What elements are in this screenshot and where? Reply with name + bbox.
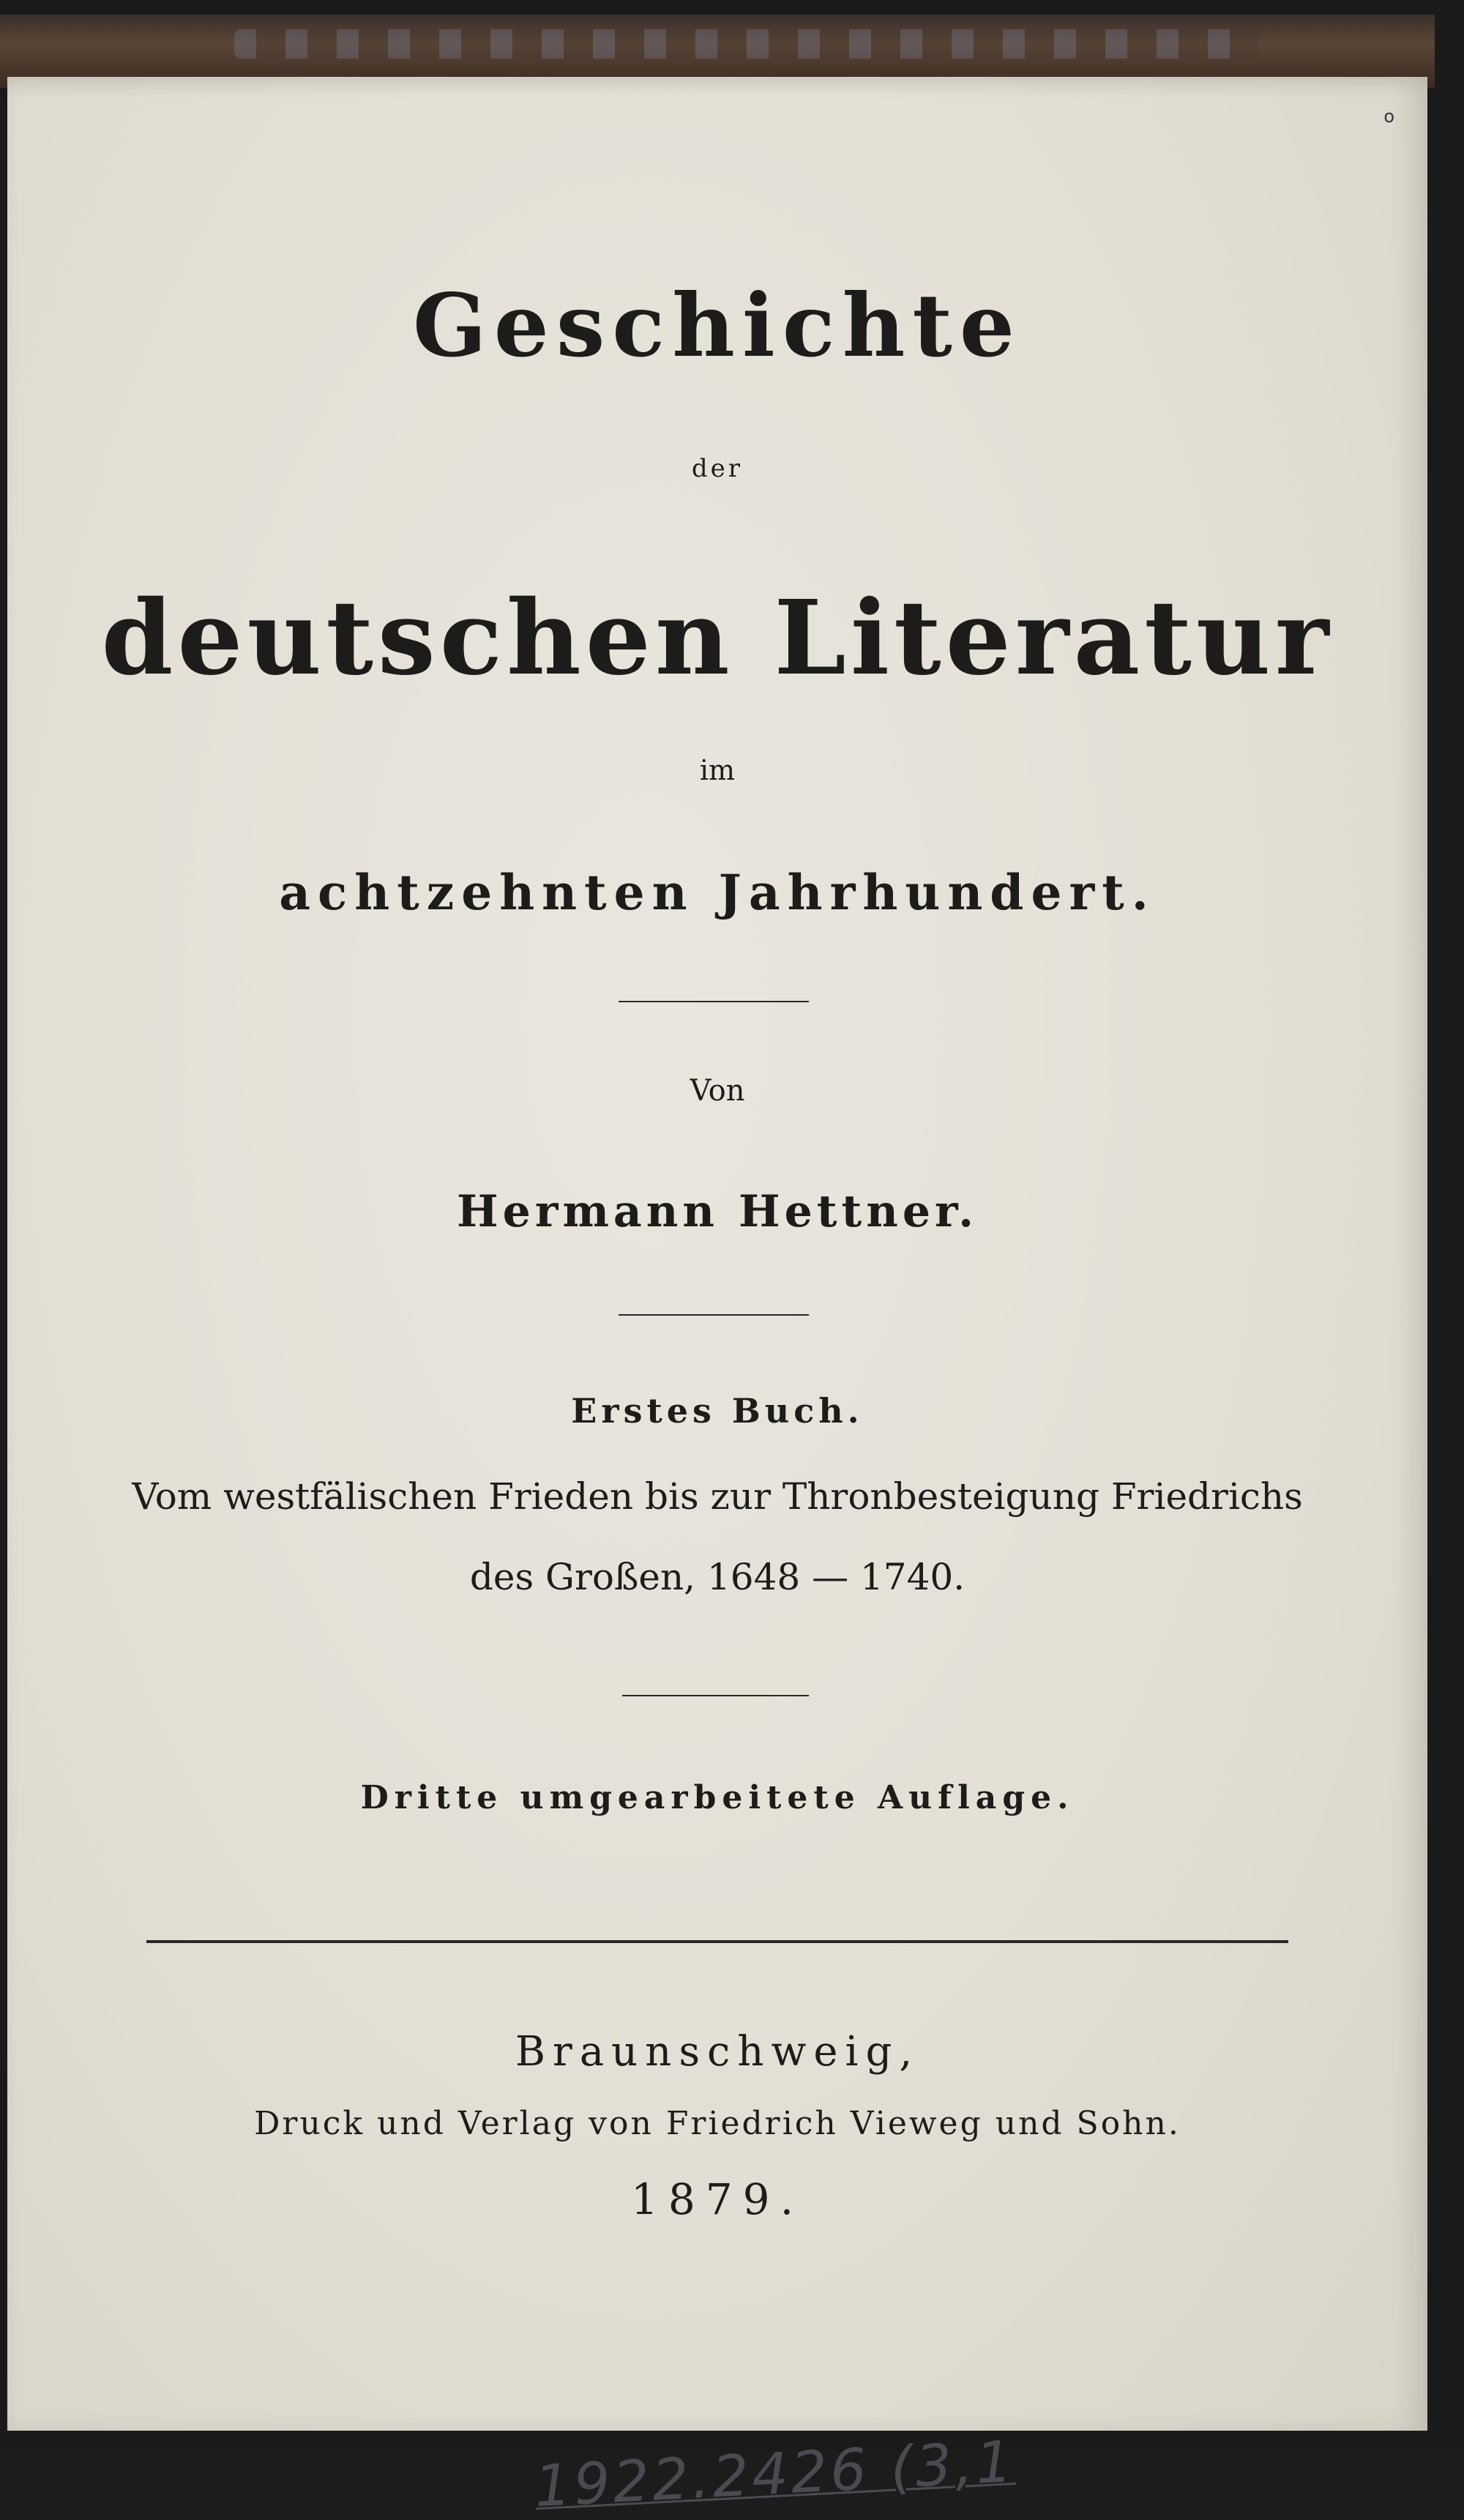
- subtitle-line-1: Vom westfälischen Frieden bis zur Thronbesteigung Friedrichs: [132, 1475, 1303, 1518]
- title-im: im: [699, 754, 736, 786]
- divider-2: [619, 1314, 809, 1316]
- author-name: Hermann Hettner.: [456, 1186, 979, 1237]
- edition-note: Dritte umgearbeitete Auflage.: [360, 1779, 1075, 1816]
- corner-mark: o: [1383, 106, 1394, 127]
- by-label: Von: [690, 1074, 745, 1108]
- title-line-3: achtzehnten Jahrhundert.: [279, 864, 1156, 921]
- title-line-2: deutschen Literatur: [101, 578, 1334, 698]
- divider-4-long: [146, 1940, 1288, 1943]
- title-page: [7, 77, 1427, 2520]
- divider-3: [622, 1695, 809, 1696]
- book-label: Erstes Buch.: [571, 1391, 864, 1431]
- subtitle-line-2: des Großen, 1648 — 1740.: [469, 1556, 966, 1598]
- year: 1879.: [630, 2174, 804, 2224]
- place: Braunschweig,: [515, 2028, 920, 2076]
- publisher: Druck und Verlag von Friedrich Vieweg und Sohn.: [254, 2105, 1181, 2142]
- title-line-1: Geschichte: [413, 275, 1022, 376]
- divider-1: [619, 1001, 809, 1002]
- title-der: der: [691, 454, 744, 483]
- handwritten-accession-number: 1922.2426 (3,1: [533, 2428, 1017, 2520]
